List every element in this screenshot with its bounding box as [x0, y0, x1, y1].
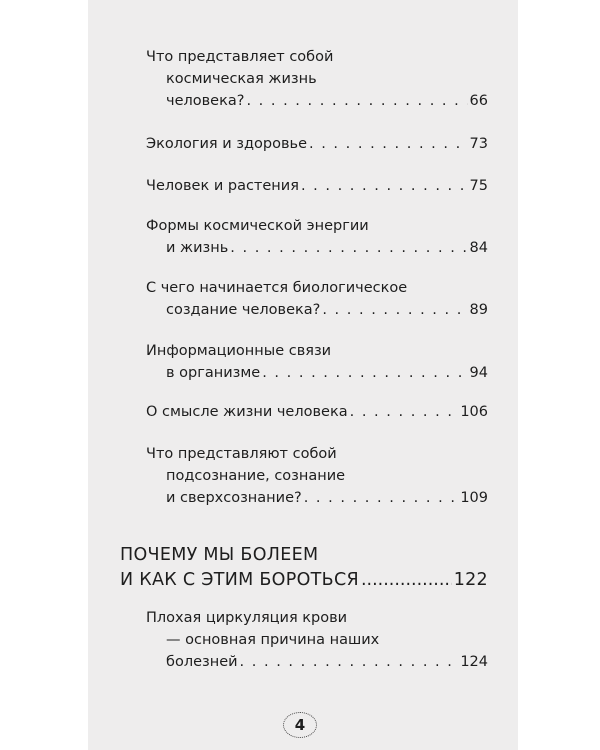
toc-entry-title: и жизнь: [166, 240, 229, 256]
toc-entry-title: Формы космической энергии: [146, 218, 369, 234]
toc-entry-title: человека?: [166, 93, 245, 109]
dot-leader: [246, 90, 467, 112]
dot-leader: [262, 362, 467, 384]
section-title: ПОЧЕМУ МЫ БОЛЕЕМ: [120, 545, 319, 565]
toc-entry-title: подсознание, сознание: [166, 468, 346, 484]
toc-entry: [146, 46, 488, 112]
toc-entry-title: и сверхсознание?: [166, 490, 302, 506]
toc-page-number: 106: [460, 404, 488, 420]
toc-entry: [146, 443, 488, 509]
toc-page-number: 66: [469, 93, 488, 109]
toc-page-number: 94: [469, 365, 488, 381]
dot-leader: [240, 651, 459, 673]
toc-entry: [146, 277, 488, 321]
toc-entry-title: — основная причина наших: [166, 632, 380, 648]
toc-page-number: 89: [469, 302, 488, 318]
toc-entry-title: создание человека?: [166, 302, 321, 318]
toc-entry-title: С чего начинается биологическое: [146, 280, 408, 296]
section-title: И КАК С ЭТИМ БОРОТЬСЯ: [120, 570, 359, 590]
toc-page-number: 73: [469, 136, 488, 152]
toc-entry-title: Что представляет собой: [146, 49, 334, 65]
toc-entry: [146, 607, 488, 673]
dot-leader: [361, 568, 452, 593]
toc-entry-title: Плохая циркуляция крови: [146, 610, 348, 626]
toc-entry-title: О смысле жизни человека: [146, 404, 348, 420]
toc-entry: [146, 175, 488, 197]
toc-entry-title: в организме: [166, 365, 261, 381]
toc-page-number: 75: [469, 178, 488, 194]
dot-leader: [309, 133, 468, 155]
toc-entry: [146, 215, 488, 259]
toc-entry-title: Человек и растения: [146, 178, 299, 194]
dot-leader: [304, 487, 459, 509]
toc-page-number: 122: [453, 570, 488, 590]
toc-entry: [146, 401, 488, 423]
toc-page-number: 84: [469, 240, 488, 256]
section-heading: [120, 543, 488, 593]
toc-entry: [146, 133, 488, 155]
toc-entry-title: Информационные связи: [146, 343, 332, 359]
toc-entry-title: Экология и здоровье: [146, 136, 307, 152]
page-number: [283, 712, 317, 738]
toc-page-number: 124: [460, 654, 488, 670]
toc-entry-title: болезней: [166, 654, 238, 670]
page-number-text: 4: [294, 716, 306, 734]
page-margin: [518, 0, 600, 750]
toc-entry-title: Что представляют собой: [146, 446, 337, 462]
dot-leader: [322, 299, 467, 321]
toc-entry-title: космическая жизнь: [166, 71, 317, 87]
dot-leader: [350, 401, 459, 423]
toc-page-number: 109: [460, 490, 488, 506]
toc-entry: [146, 340, 488, 384]
dot-leader: [230, 237, 467, 259]
dot-leader: [301, 175, 468, 197]
